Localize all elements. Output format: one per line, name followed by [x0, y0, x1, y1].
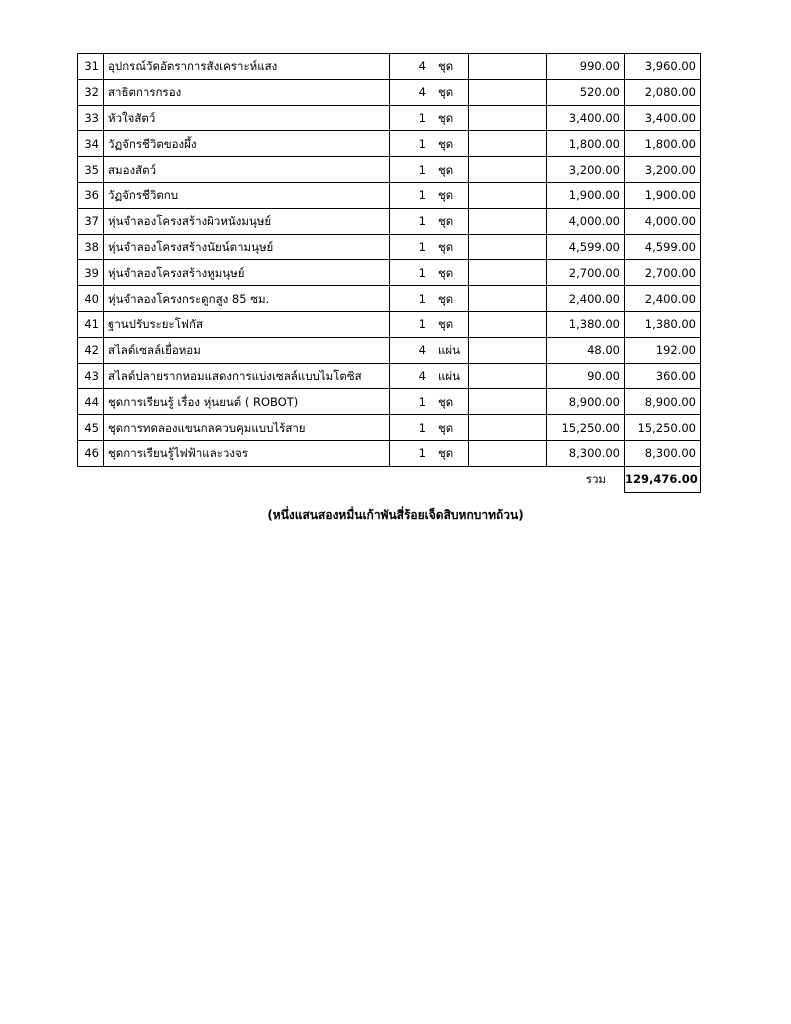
item-number: 39: [78, 260, 104, 286]
item-quantity: 1: [418, 291, 426, 306]
item-total: 3,200.00: [625, 157, 701, 183]
item-unit-price: 2,400.00: [547, 286, 625, 312]
item-unit-price: 1,380.00: [547, 311, 625, 337]
item-quantity-cell: [390, 208, 469, 234]
blank-cell: [469, 182, 547, 208]
item-unit: ชุด: [438, 446, 454, 461]
item-unit-price: 2,700.00: [547, 260, 625, 286]
table-row: [78, 157, 701, 183]
item-total: 4,000.00: [625, 208, 701, 234]
item-total: 2,080.00: [625, 79, 701, 105]
table-row: [78, 131, 701, 157]
item-name: หุ่นจำลองโครงกระดูกสูง 85 ซม.: [104, 286, 390, 312]
item-quantity-cell: [390, 131, 469, 157]
item-quantity-cell: [390, 440, 469, 466]
item-unit-price: 3,200.00: [547, 157, 625, 183]
item-total: 192.00: [625, 337, 701, 363]
table-row: [78, 182, 701, 208]
item-quantity-cell: [390, 234, 469, 260]
item-total: 4,599.00: [625, 234, 701, 260]
item-total: 1,380.00: [625, 311, 701, 337]
table-row: [78, 260, 701, 286]
item-quantity: 1: [418, 162, 426, 177]
item-number: 46: [78, 440, 104, 466]
items-table-body: [78, 54, 701, 467]
summary-label: รวม: [585, 472, 606, 487]
item-total: 3,400.00: [625, 105, 701, 131]
item-unit-price: 4,599.00: [547, 234, 625, 260]
blank-cell: [469, 440, 547, 466]
item-name: สไลด์ปลายรากหอมแสดงการแบ่งเซลล์แบบไมโตซิส: [104, 363, 390, 389]
item-total: 3,960.00: [625, 54, 701, 80]
item-unit-price: 1,800.00: [547, 131, 625, 157]
table-row: [78, 105, 701, 131]
item-total: 360.00: [625, 363, 701, 389]
item-name: สมองสัตว์: [104, 157, 390, 183]
item-quantity-cell: [390, 389, 469, 415]
item-quantity: 1: [418, 110, 426, 125]
item-number: 41: [78, 311, 104, 337]
item-unit: ชุด: [438, 214, 454, 229]
item-name: วัฏจักรชีวิตกบ: [104, 182, 390, 208]
table-row: [78, 54, 701, 80]
item-number: 34: [78, 131, 104, 157]
item-quantity: 4: [418, 59, 426, 74]
item-unit-price: 990.00: [547, 54, 625, 80]
blank-cell: [469, 105, 547, 131]
item-quantity: 1: [418, 214, 426, 229]
table-row: [78, 79, 701, 105]
item-name: ฐานปรับระยะโฟกัส: [104, 311, 390, 337]
item-unit: ชุด: [438, 291, 454, 306]
item-unit: ชุด: [438, 239, 454, 254]
item-number: 44: [78, 389, 104, 415]
item-quantity: 4: [418, 85, 426, 100]
grand-total: 129,476.00: [625, 466, 701, 492]
item-quantity-cell: [390, 311, 469, 337]
item-number: 31: [78, 54, 104, 80]
item-unit-price: 15,250.00: [547, 415, 625, 441]
table-row: [78, 363, 701, 389]
summary-row: [78, 466, 701, 492]
item-quantity: 1: [418, 317, 426, 332]
item-quantity-cell: [390, 363, 469, 389]
blank-cell: [469, 234, 547, 260]
item-unit: ชุด: [438, 110, 454, 125]
item-number: 32: [78, 79, 104, 105]
items-table: [77, 53, 701, 493]
item-total: 2,400.00: [625, 286, 701, 312]
table-row: [78, 208, 701, 234]
table-row: [78, 440, 701, 466]
blank-cell: [469, 389, 547, 415]
item-unit-price: 48.00: [547, 337, 625, 363]
blank-cell: [469, 79, 547, 105]
item-name: ชุดการเรียนรู้ไฟฟ้าและวงจร: [104, 440, 390, 466]
blank-cell: [469, 260, 547, 286]
item-quantity: 1: [418, 188, 426, 203]
item-name: อุปกรณ์วัดอัตราการสังเคราะห์แสง: [104, 54, 390, 80]
table-row: [78, 286, 701, 312]
item-quantity: 1: [418, 446, 426, 461]
item-name: สไลด์เซลล์เยื่อหอม: [104, 337, 390, 363]
blank-cell: [469, 157, 547, 183]
blank-cell: [469, 415, 547, 441]
total-in-words: (หนึ่งแสนสองหมื่นเก้าพันสี่ร้อยเจ็ดสิบหกบาทถ้วน): [267, 508, 524, 522]
item-total: 2,700.00: [625, 260, 701, 286]
item-quantity-cell: [390, 182, 469, 208]
blank-cell: [469, 131, 547, 157]
item-unit: ชุด: [438, 394, 454, 409]
item-name: หุ่นจำลองโครงสร้างนัยน์ตามนุษย์: [104, 234, 390, 260]
item-unit-price: 520.00: [547, 79, 625, 105]
item-unit-price: 8,300.00: [547, 440, 625, 466]
item-quantity-cell: [390, 105, 469, 131]
item-number: 40: [78, 286, 104, 312]
item-unit-price: 4,000.00: [547, 208, 625, 234]
item-unit-price: 3,400.00: [547, 105, 625, 131]
table-row: [78, 337, 701, 363]
item-name: สาธิตการกรอง: [104, 79, 390, 105]
item-quantity: 4: [418, 368, 426, 383]
blank-cell: [469, 363, 547, 389]
blank-cell: [469, 286, 547, 312]
blank-cell: [469, 208, 547, 234]
item-unit: ชุด: [438, 136, 454, 151]
item-quantity: 1: [418, 136, 426, 151]
item-number: 36: [78, 182, 104, 208]
table-row: [78, 389, 701, 415]
item-unit: ชุด: [438, 420, 454, 435]
item-quantity-cell: [390, 260, 469, 286]
item-quantity: 4: [418, 343, 426, 358]
item-unit: ชุด: [438, 265, 454, 280]
item-total: 1,900.00: [625, 182, 701, 208]
table-row: [78, 415, 701, 441]
item-number: 35: [78, 157, 104, 183]
item-unit-price: 1,900.00: [547, 182, 625, 208]
item-quantity-cell: [390, 157, 469, 183]
item-name: หัวใจสัตว์: [104, 105, 390, 131]
item-unit: ชุด: [438, 85, 454, 100]
item-quantity: 1: [418, 239, 426, 254]
item-quantity-cell: [390, 337, 469, 363]
item-name: หุ่นจำลองโครงสร้างหูมนุษย์: [104, 260, 390, 286]
item-unit: ชุด: [438, 317, 454, 332]
item-quantity-cell: [390, 415, 469, 441]
item-name: ชุดการทดลองแขนกลควบคุมแบบไร้สาย: [104, 415, 390, 441]
item-quantity: 1: [418, 394, 426, 409]
item-quantity-cell: [390, 286, 469, 312]
item-quantity-cell: [390, 54, 469, 80]
item-number: 37: [78, 208, 104, 234]
item-unit: ชุด: [438, 188, 454, 203]
blank-cell: [469, 311, 547, 337]
item-number: 43: [78, 363, 104, 389]
item-number: 38: [78, 234, 104, 260]
item-total: 15,250.00: [625, 415, 701, 441]
item-name: หุ่นจำลองโครงสร้างผิวหนังมนุษย์: [104, 208, 390, 234]
item-quantity: 1: [418, 420, 426, 435]
item-quantity: 1: [418, 265, 426, 280]
table-row: [78, 234, 701, 260]
item-number: 33: [78, 105, 104, 131]
item-name: วัฏจักรชีวิตของผึ้ง: [104, 131, 390, 157]
item-total: 8,300.00: [625, 440, 701, 466]
item-unit: ชุด: [438, 59, 454, 74]
item-name: ชุดการเรียนรู้ เรื่อง หุ่นยนต์ ( ROBOT): [104, 389, 390, 415]
item-unit: แผ่น: [438, 368, 461, 383]
item-unit-price: 90.00: [547, 363, 625, 389]
item-number: 42: [78, 337, 104, 363]
blank-cell: [469, 337, 547, 363]
item-unit: แผ่น: [438, 343, 461, 358]
table-row: [78, 311, 701, 337]
item-number: 45: [78, 415, 104, 441]
item-total: 1,800.00: [625, 131, 701, 157]
item-quantity-cell: [390, 79, 469, 105]
item-unit: ชุด: [438, 162, 454, 177]
item-unit-price: 8,900.00: [547, 389, 625, 415]
blank-cell: [469, 54, 547, 80]
item-total: 8,900.00: [625, 389, 701, 415]
